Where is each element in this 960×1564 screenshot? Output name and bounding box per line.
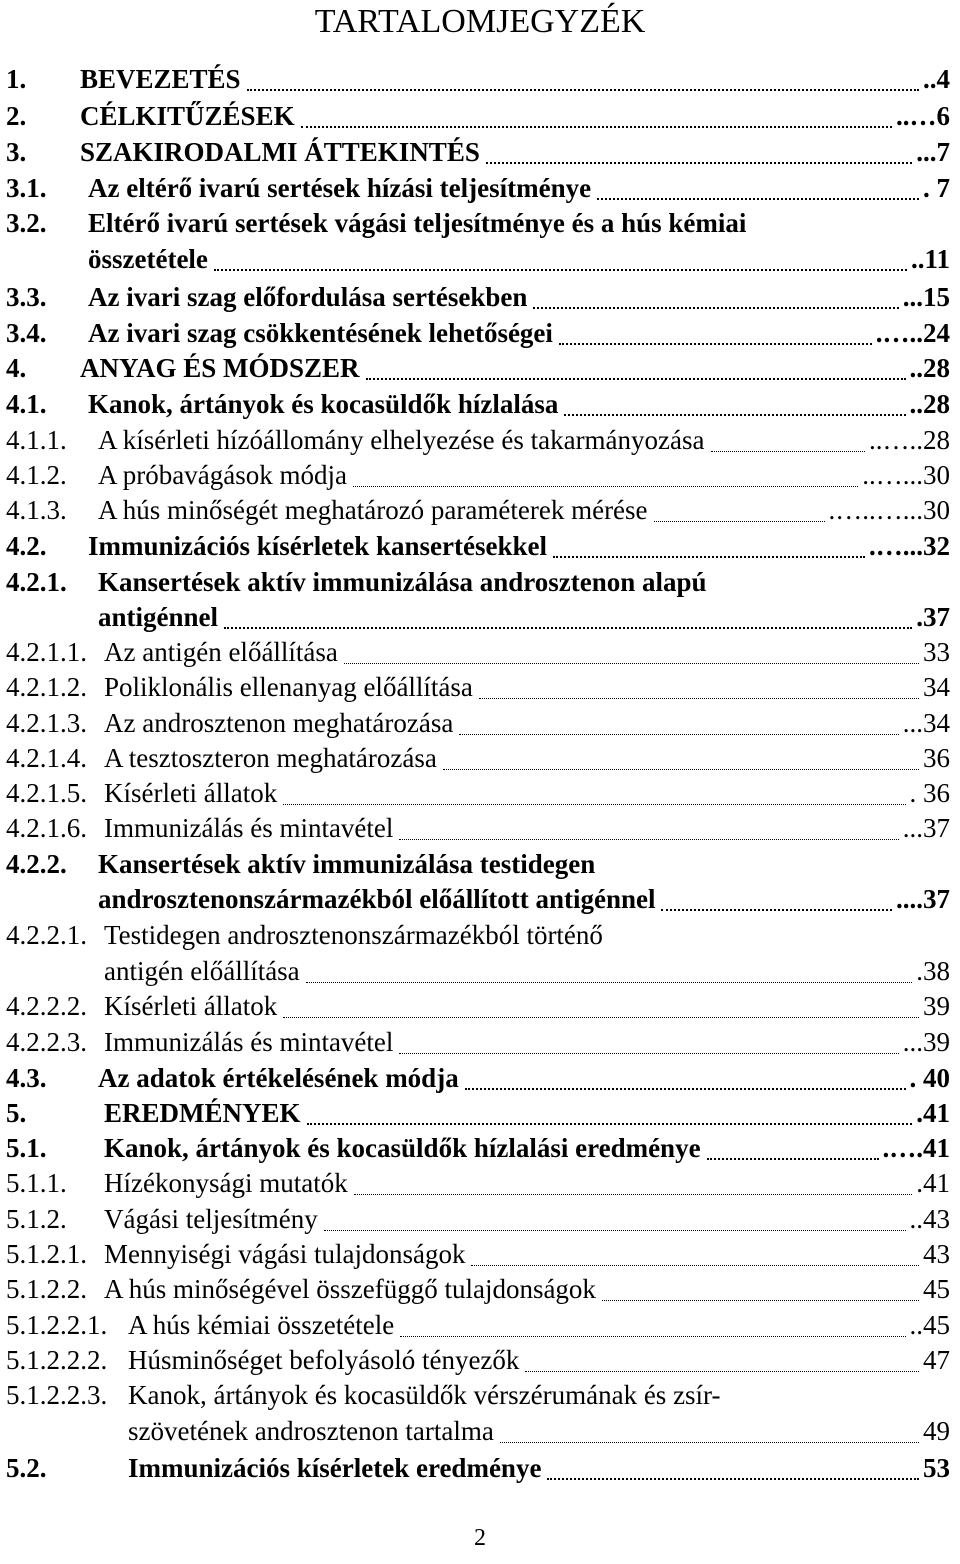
toc-dot-leader [661, 883, 892, 911]
toc-dot-leader [306, 955, 913, 983]
toc-entry-number: 4.2. [6, 531, 47, 561]
toc-dot-leader [525, 1344, 919, 1372]
toc-dot-leader [486, 136, 912, 164]
toc-entry-number: 5.1.1. [6, 1168, 67, 1198]
toc-entry-number: 3.3. [6, 282, 47, 312]
toc-entry-number: 4. [6, 353, 27, 383]
toc-entry-page: ..…..28 [869, 425, 950, 455]
toc-entry-number: 1. [6, 64, 27, 94]
toc-entry-number: 4.2.1.5. [6, 778, 87, 808]
toc-entry-title: A hús minőségével összefüggő tulajdonságok [104, 1274, 596, 1304]
toc-entry-page: 47 [923, 1345, 950, 1375]
toc-entry[interactable] [6, 1132, 950, 1164]
toc-entry[interactable] [6, 207, 950, 239]
toc-entry-title: Immunizációs kísérletek kansertésekkel [88, 531, 547, 561]
toc-entry[interactable] [6, 172, 950, 204]
toc-entry-title: Eltérő ivarú sertések vágási teljesítménye és a hús kémiai [88, 208, 747, 238]
toc-entry[interactable] [6, 1238, 950, 1270]
toc-entry-number: 4.1.2. [6, 460, 67, 490]
toc-dot-leader [399, 1026, 898, 1054]
toc-entry-title: Az eltérő ivarú sertések hízási teljesítménye [88, 173, 592, 203]
toc-entry[interactable] [6, 1026, 950, 1058]
toc-dot-leader [597, 172, 919, 200]
toc-entry[interactable] [6, 707, 950, 739]
toc-entry-number: 4.2.2.1. [6, 920, 87, 950]
toc-dot-leader [247, 63, 919, 91]
toc-entry-page: ..28 [909, 353, 950, 383]
toc-entry-number: 2. [6, 101, 27, 131]
toc-entry-number: 4.1. [6, 389, 47, 419]
toc-entry-page: 45 [923, 1274, 950, 1304]
toc-entry-title: Kansertések aktív immunizálása testidegen [98, 849, 596, 879]
toc-entry-title: Az adatok értékelésének módja [98, 1063, 459, 1093]
toc-entry[interactable] [6, 919, 950, 951]
toc-entry-page: ...34 [902, 708, 950, 738]
toc-entry-page: 43 [923, 1239, 950, 1269]
toc-dot-leader [224, 601, 912, 629]
toc-entry-page: ..4 [923, 64, 950, 94]
toc-dot-leader [564, 388, 905, 416]
toc-entry-title: Kansertések aktív immunizálása androsztenon alapú [98, 567, 707, 597]
toc-entry-page: .…...32 [869, 531, 950, 561]
toc-entry-title: EREDMÉNYEK [104, 1098, 301, 1128]
toc-entry[interactable] [6, 1344, 950, 1376]
toc-entry-number: 4.2.1.4. [6, 743, 87, 773]
toc-dot-leader [547, 1452, 919, 1480]
toc-entry-title: A hús kémiai összetétele [128, 1310, 395, 1340]
toc-entry[interactable] [6, 1097, 950, 1129]
toc-entry-title: Kanok, ártányok és kocasüldők hízlalási eredménye [104, 1133, 701, 1163]
toc-entry-number: 5. [6, 1098, 27, 1128]
toc-entry-page: .…..24 [875, 318, 950, 348]
toc-entry-title: Testidegen androsztenonszármazékból történő [104, 920, 603, 950]
toc-entry[interactable] [6, 601, 950, 633]
toc-entry[interactable] [6, 812, 950, 844]
toc-dot-leader [479, 671, 919, 699]
toc-entry[interactable] [6, 990, 950, 1022]
toc-entry[interactable] [6, 566, 950, 598]
toc-dot-leader [533, 281, 898, 309]
toc-entry-number: 4.2.1. [6, 567, 67, 597]
toc-entry-number: 4.3. [6, 1063, 47, 1093]
toc-entry-title: A próbavágások módja [98, 460, 347, 490]
toc-dot-leader [283, 777, 905, 805]
toc-entry[interactable] [6, 317, 950, 349]
toc-entry[interactable] [6, 281, 950, 313]
toc-entry[interactable] [6, 100, 950, 132]
toc-entry-title: androsztenonszármazékból előállított antigénnel [98, 884, 656, 914]
toc-entry[interactable] [6, 136, 950, 168]
toc-dot-leader [654, 494, 825, 522]
toc-entry-title: Kísérleti állatok [104, 991, 278, 1021]
toc-entry-number: 5.1.2.2. [6, 1274, 87, 1304]
toc-entry-title: A kísérleti hízóállomány elhelyezése és takarmányozása [98, 425, 705, 455]
toc-dot-leader [399, 812, 898, 840]
toc-dot-leader [459, 707, 898, 735]
toc-entry-title: A tesztoszteron meghatározása [104, 743, 437, 773]
toc-entry-title: SZAKIRODALMI ÁTTEKINTÉS [80, 137, 480, 167]
toc-entry-title: Poliklonális ellenanyag előállítása [104, 672, 473, 702]
toc-entry[interactable] [6, 742, 950, 774]
toc-entry[interactable] [6, 1203, 950, 1235]
toc-entry-page: 33 [923, 637, 950, 667]
toc-entry-number: 4.2.2.3. [6, 1027, 87, 1057]
toc-entry-page: ..43 [909, 1204, 950, 1234]
toc-entry-title: Immunizálás és mintavétel [104, 813, 394, 843]
toc-entry-page: .41 [916, 1098, 950, 1128]
toc-dot-leader [471, 1238, 919, 1266]
toc-dot-leader [602, 1273, 919, 1301]
toc-entry-number: 5.1.2.1. [6, 1239, 87, 1269]
toc-entry-title: Mennyiségi vágási tulajdonságok [104, 1239, 466, 1269]
toc-entry-page: ...39 [902, 1027, 950, 1057]
toc-dot-leader [400, 1309, 905, 1337]
toc-entry-page: .37 [916, 602, 950, 632]
toc-entry-number: 3. [6, 137, 27, 167]
toc-entry[interactable] [6, 1452, 950, 1484]
toc-entry-number: 3.2. [6, 208, 47, 238]
toc-entry-title: BEVEZETÉS [80, 64, 241, 94]
toc-entry-title: Kísérleti állatok [104, 778, 278, 808]
toc-entry-page: 49 [923, 1416, 950, 1446]
toc-entry-title: Húsminőséget befolyásoló tényezők [128, 1345, 520, 1375]
toc-entry[interactable] [6, 1167, 950, 1199]
toc-entry-title: Immunizálás és mintavétel [104, 1027, 394, 1057]
toc-entry-page: . 36 [909, 778, 950, 808]
toc-entry[interactable] [6, 1062, 950, 1094]
toc-entry-number: 3.4. [6, 318, 47, 348]
toc-entry[interactable] [6, 671, 950, 703]
toc-entry-page: . 40 [909, 1063, 950, 1093]
toc-entry-title: Kanok, ártányok és kocasüldők hízlalása [88, 389, 559, 419]
toc-entry-page: .38 [916, 956, 950, 986]
toc-entry[interactable] [6, 636, 950, 668]
toc-entry-page: .…..…...30 [828, 495, 950, 525]
toc-entry-number: 5.1.2.2.3. [6, 1380, 108, 1410]
toc-entry[interactable] [6, 777, 950, 809]
toc-dot-leader [553, 530, 865, 558]
toc-entry-number: 4.2.2. [6, 849, 67, 879]
toc-entry-title: összetétele [88, 244, 208, 274]
toc-dot-leader [307, 1097, 913, 1125]
toc-dot-leader [324, 1203, 906, 1231]
toc-entry-title: Kanok, ártányok és kocasüldők vérszérumának és zsír- [128, 1380, 721, 1410]
toc-dot-leader [711, 424, 866, 452]
toc-entry-page: ..11 [910, 244, 950, 274]
toc-entry-number: 4.2.1.2. [6, 672, 87, 702]
toc-entry-number: 5.1.2. [6, 1204, 67, 1234]
toc-entry[interactable] [6, 1415, 950, 1447]
toc-entry-title: ANYAG ÉS MÓDSZER [80, 353, 360, 383]
toc-dot-leader [344, 636, 919, 664]
toc-dot-leader [366, 352, 906, 380]
toc-entry-title: antigén előállítása [104, 956, 300, 986]
toc-entry-number: 5.1. [6, 1133, 47, 1163]
toc-entry-title: Vágási teljesítmény [104, 1204, 318, 1234]
toc-dot-leader [443, 742, 919, 770]
toc-entry[interactable] [6, 848, 950, 880]
toc-entry-page: 36 [923, 743, 950, 773]
toc-entry-page: .41 [916, 1168, 950, 1198]
toc-entry[interactable] [6, 352, 950, 384]
toc-entry-title: Az ivari szag előfordulása sertésekben [88, 282, 528, 312]
page-number: 2 [474, 1525, 486, 1551]
toc-dot-leader [354, 1167, 913, 1195]
toc-entry-page: ..45 [909, 1310, 950, 1340]
toc-entry-page: ..…...30 [862, 460, 950, 490]
toc-entry-number: 4.2.1.3. [6, 708, 87, 738]
toc-entry-page: ..…6 [896, 101, 950, 131]
toc-entry-number: 4.2.1.6. [6, 813, 87, 843]
toc-entry-number: 4.1.3. [6, 495, 67, 525]
toc-entry[interactable] [6, 388, 950, 420]
toc-entry[interactable] [6, 63, 950, 95]
toc-entry-page: . 7 [923, 173, 950, 203]
toc-entry[interactable] [6, 243, 950, 275]
toc-entry-title: antigénnel [98, 602, 219, 632]
toc-dot-leader [559, 317, 872, 345]
toc-entry[interactable] [6, 1309, 950, 1341]
toc-entry-number: 4.1.1. [6, 425, 67, 455]
toc-entry-page: ...7 [916, 137, 950, 167]
toc-entry-number: 4.2.1.1. [6, 637, 87, 667]
toc-entry[interactable] [6, 494, 950, 526]
toc-entry[interactable] [6, 424, 950, 456]
toc-dot-leader [707, 1132, 879, 1160]
toc-entry-title: Az androsztenon meghatározása [104, 708, 454, 738]
toc-entry-page: 34 [923, 672, 950, 702]
toc-entry-number: 4.2.2.2. [6, 991, 87, 1021]
toc-entry-number: 3.1. [6, 173, 47, 203]
toc-entry-title: Az ivari szag csökkentésének lehetőségei [88, 318, 553, 348]
page-title: TARTALOMJEGYZÉK [314, 3, 646, 40]
toc-entry-title: Hízékonysági mutatók [104, 1168, 348, 1198]
toc-entry-page: ...15 [902, 282, 950, 312]
toc-dot-leader [465, 1062, 906, 1090]
toc-entry-page: 53 [923, 1453, 950, 1483]
toc-dot-leader [214, 243, 907, 271]
toc-entry[interactable] [6, 530, 950, 562]
toc-entry-page: 39 [923, 991, 950, 1021]
toc-entry[interactable] [6, 883, 950, 915]
toc-entry-number: 5.1.2.2.2. [6, 1345, 108, 1375]
toc-entry-title: szövetének androsztenon tartalma [128, 1416, 494, 1446]
toc-dot-leader [353, 459, 858, 487]
toc-entry-title: CÉLKITŰZÉSEK [80, 101, 295, 131]
toc-entry-title: A hús minőségét meghatározó paraméterek mérése [98, 495, 648, 525]
toc-entry-page: ...37 [902, 813, 950, 843]
toc-entry-page: ....37 [896, 884, 950, 914]
toc-entry[interactable] [6, 1379, 950, 1411]
toc-entry-number: 5.1.2.2.1. [6, 1310, 108, 1340]
toc-entry-title: Immunizációs kísérletek eredménye [128, 1453, 542, 1483]
toc-entry-number: 5.2. [6, 1453, 47, 1483]
toc-entry[interactable] [6, 1273, 950, 1305]
toc-entry[interactable] [6, 955, 950, 987]
toc-entry-page: .….41 [882, 1133, 950, 1163]
toc-entry-page: ..28 [909, 389, 950, 419]
toc-entry[interactable] [6, 459, 950, 491]
toc-dot-leader [301, 100, 892, 128]
toc-dot-leader [500, 1415, 919, 1443]
toc-entry-title: Az antigén előállítása [104, 637, 338, 667]
toc-dot-leader [283, 990, 919, 1018]
